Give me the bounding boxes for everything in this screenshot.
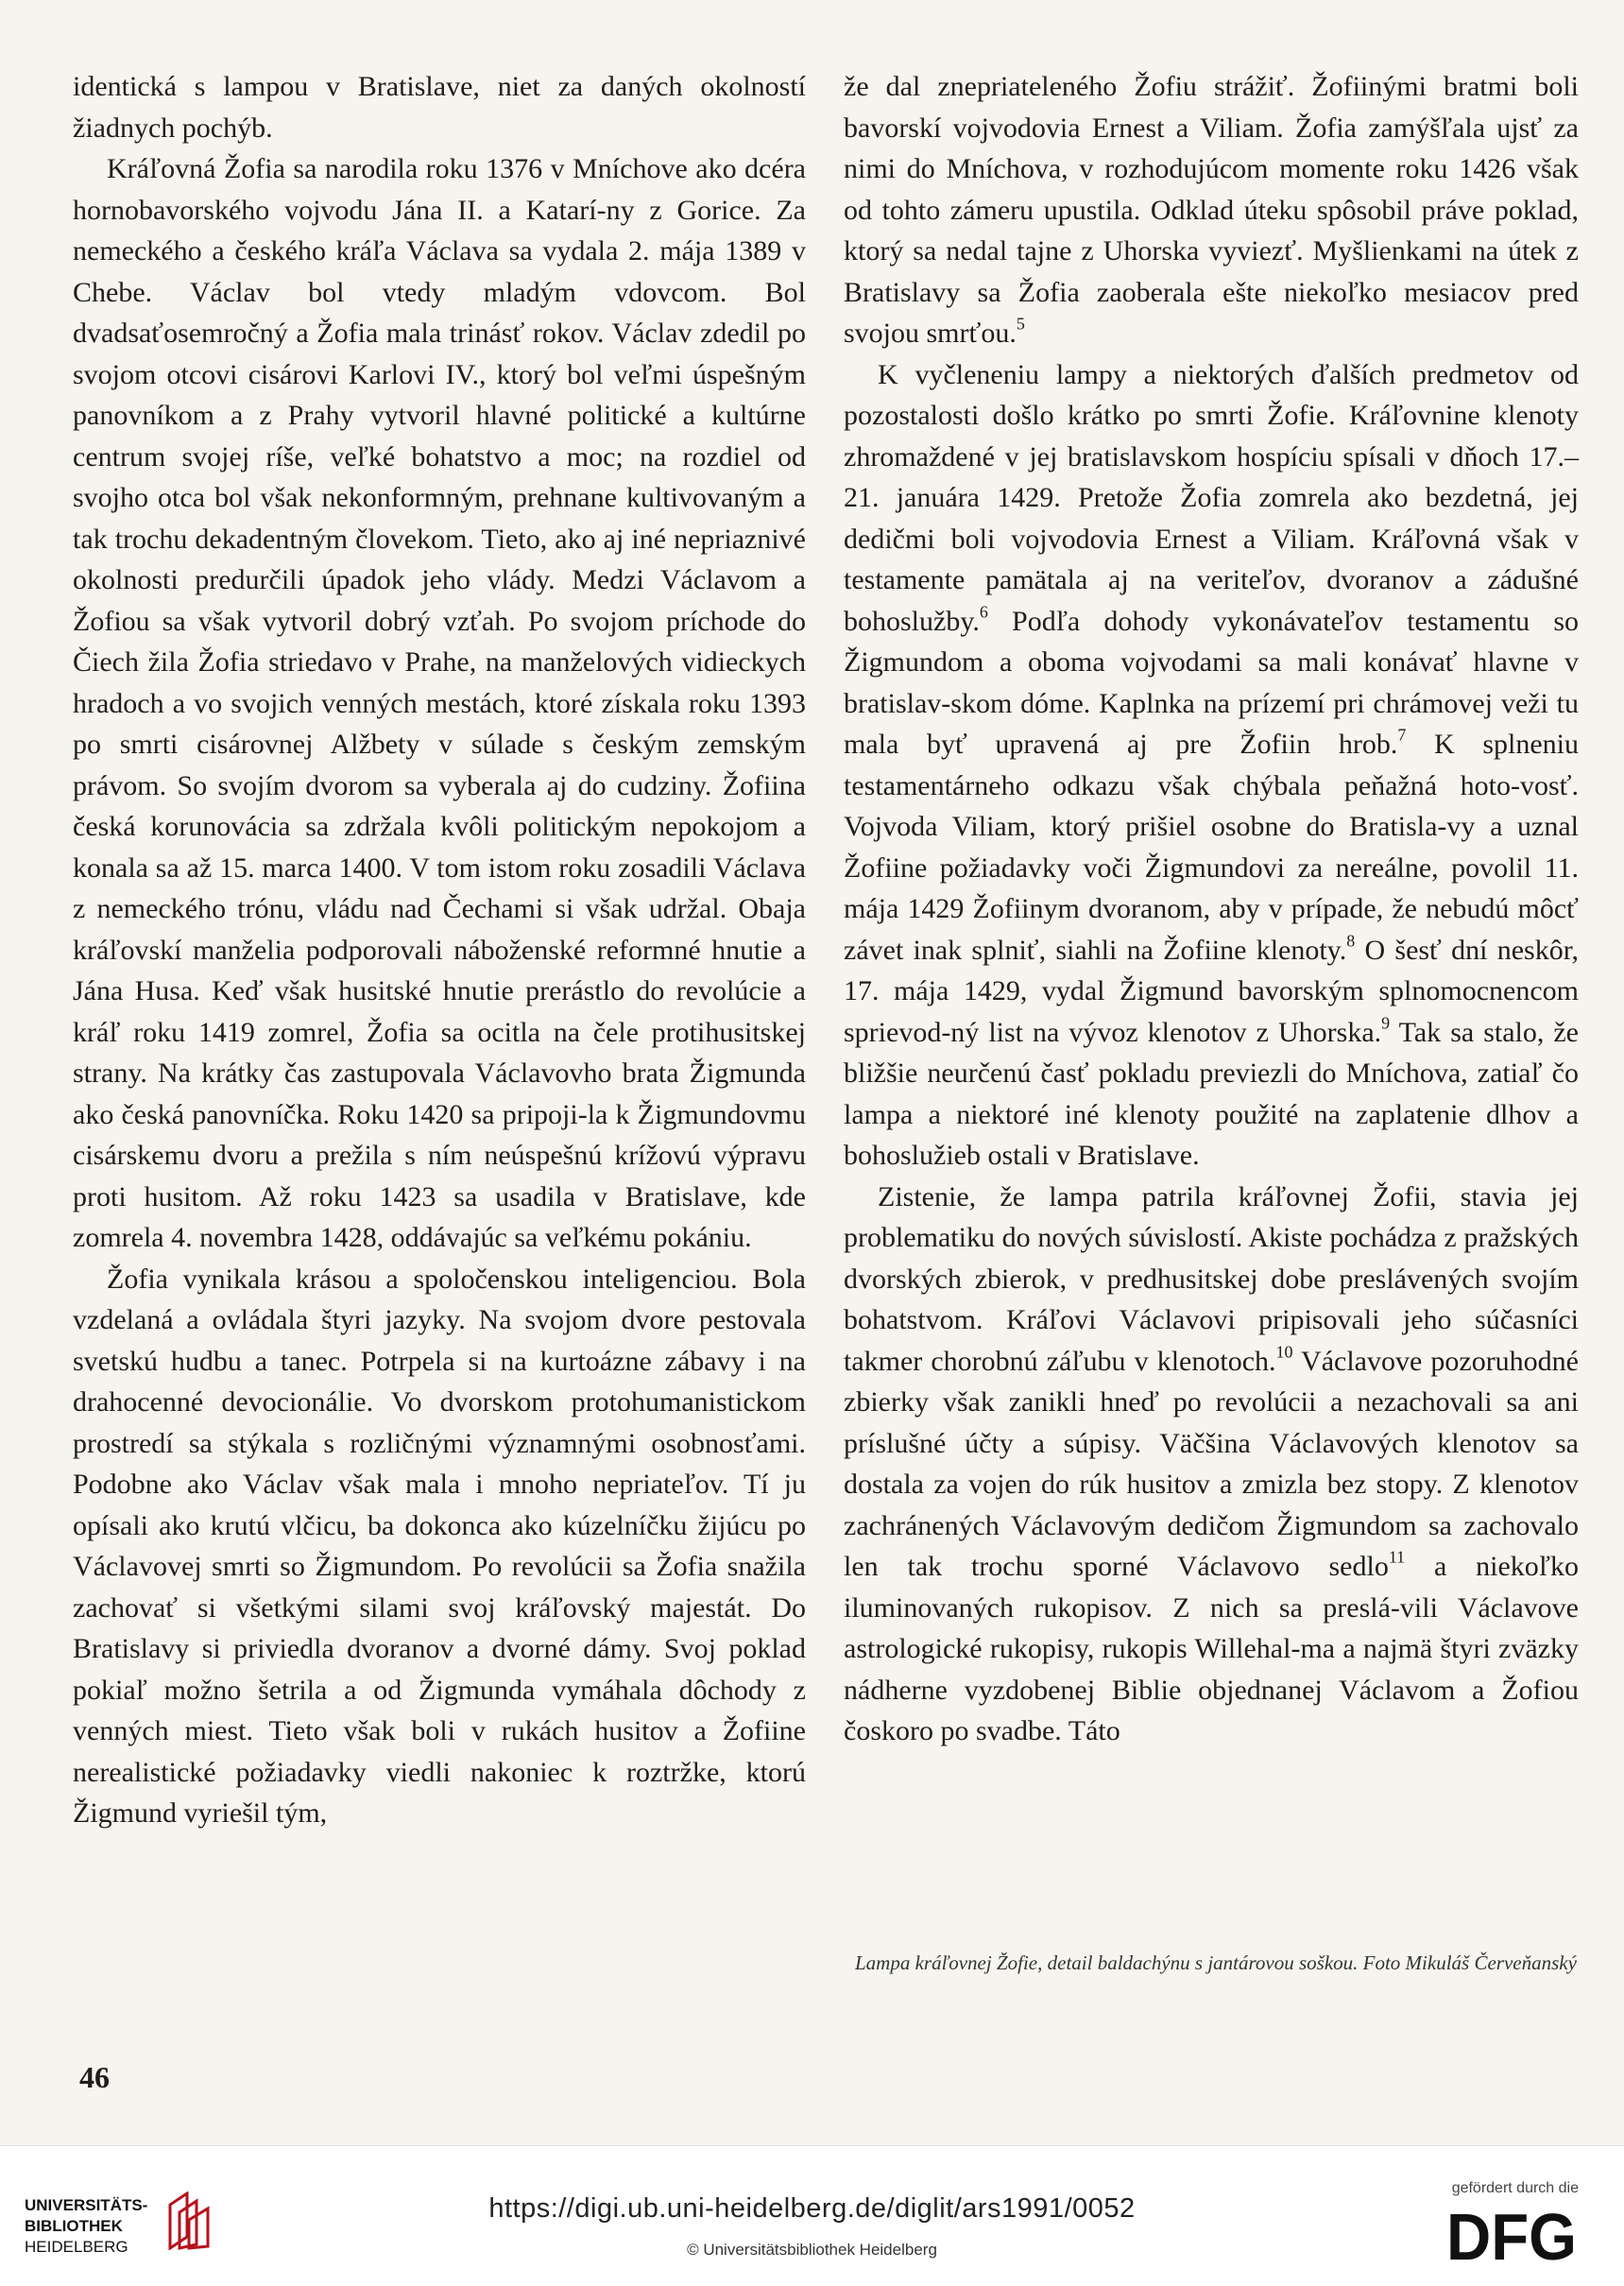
text-segment: O šesť dní neskôr, 17. mája 1429, vydal Žigmund bavorským splnomocnencom sprievod-ný list na vývoz klenotov z Uhorska. bbox=[844, 934, 1579, 1048]
footnote-ref: 6 bbox=[979, 602, 988, 621]
text-segment: Tak sa stalo, že bližšie neurčenú časť pokladu previezli do Mníchova, zatiaľ čo lampa a niektoré iné klenoty použité na zaplatenie dlhov a bohoslužieb ostali v Bratislave. bbox=[844, 1016, 1579, 1171]
paragraph bbox=[844, 1177, 1579, 1752]
text-segment: K splneniu testamentárneho odkazu však chýbala peňažná hoto-vosť. Vojvoda Viliam, ktorý prišiel osobne do Bratisla-vy a uznal Žofiine požiadavky voči Žigmundovi za nereálne, povolil 11. mája 1429 Žofiinym dvoranom, aby v prípade, že nebudú môcť závet inak splniť, siahli na Žofiine klenoty. bbox=[844, 729, 1579, 966]
text-segment: Zistenie, že lampa patrila kráľovnej Žofii, stavia jej problematiku do nových súvislostí. Akiste pochádza z pražských dvorských zbierok, v predhusitskej dobe preslávených svojím bohatstvom. Kráľovi Václavovi pripisovali jeho súčasníci takmer chorobnú záľubu v klenotoch. bbox=[844, 1180, 1579, 1377]
footnote-ref: 10 bbox=[1275, 1342, 1293, 1361]
paragraph: Kráľovná Žofia sa narodila roku 1376 v Mníchove ako dcéra hornobavorského vojvodu Jána II. a Katarí-ny z Gorice. Za nemeckého a českého kráľa Václava sa vydala 2. mája 1389 v Chebe. Václav bol vtedy mladým vdovcom. Bol dvadsaťosemročný a Žofia mala trinásť rokov. Václav zdedil po svojom otcovi cisárovi Karlovi IV., ktorý bol veľmi úspešným panovníkom a z Prahy vytvoril hlavné politické a kultúrne centrum svojej ríše, veľké bohatstvo a moc; na rozdiel od svojho otca bol však nekonformným, prehnane kultivovaným a tak trochu dekadentným človekom. Tieto, ako aj iné nepriaznivé okolnosti predurčili úpadok jeho vlády. Medzi Václavom a Žofiou sa však vytvoril dobrý vzťah. Po svojom príchode do Čiech žila Žofia striedavo v Prahe, na manželových vidieckych hradoch a vo svojich venných mestách, ktoré získala roku 1393 po smrti cisárovnej Alžbety v súlade s českým zemským právom. So svojím dvorom sa vyberala aj do cudziny. Žofiina česká korunovácia sa zdržala kvôli politickým nepokojom a konala sa až 15. marca 1400. V tom istom roku zosadili Václava z nemeckého trónu, vládu nad Čechami si však udržal. Obaja kráľovskí manželia podporovali náboženské reformné hnutie a Jána Husa. Keď však husitské hnutie prerástlo do revolúcie a kráľ roku 1419 zomrel, Žofia sa ocitla na čele protihusitskej strany. Na krátky čas zastupovala Václavovho brata Žigmunda ako česká panovníčka. Roku 1420 sa pripoji-la k Žigmundovmu cisárskemu dvoru a prežila s ním neúspešnú krížovú výpravu proti husitom. Až roku 1423 sa usadila v Bratislave, kde zomrela 4. novembra 1428, oddávajúc sa veľkému pokániu. bbox=[73, 153, 806, 1253]
paragraph bbox=[844, 66, 1579, 354]
footnote-ref: 9 bbox=[1381, 1013, 1391, 1032]
paragraph bbox=[844, 354, 1579, 1177]
figure-caption: Lampa kráľovnej Žofie, detail baldachýnu s jantárovou soškou. Foto Mikuláš Červeňanský bbox=[855, 1951, 1577, 1974]
paragraph: identická s lampou v Bratislave, niet za daných okolností žiadnych pochýb. bbox=[73, 71, 806, 144]
footnote-ref: 8 bbox=[1346, 931, 1356, 950]
library-name-line: HEIDELBERG bbox=[25, 2238, 128, 2256]
footnote-ref: 5 bbox=[1016, 314, 1025, 334]
funding-text: gefördert durch die bbox=[1451, 2180, 1579, 2196]
page-number: 46 bbox=[79, 2060, 110, 2094]
footnote-ref: 11 bbox=[1388, 1547, 1406, 1567]
paragraph: Žofia vynikala krásou a spoločenskou inteligenciou. Bola vzdelaná a ovládala štyri jazyky. Na svojom dvore pestovala svetskú hudbu a tanec. Potrpela si na kurtoázne zábavy i na drahocenné devocionálie. Vo dvorskom protohumanistickom prostredí sa stýkala s rozličnými významnými osobnosťami. Podobne ako Václav však mala i mnoho nepriateľov. Tí ju opísali ako krutú vlčicu, ba dokonca ako kúzelníčku žijúcu po Václavovej smrti so Žigmundom. Po revolúcii sa Žofia snažila zachovať si všetkými silami svoj kráľovský majestát. Do Bratislavy si priviedla dvoranov a dvorné dámy. Svoj poklad pokiaľ možno šetrila a od Žigmunda vymáhala dôchody z venných miest. Tieto však boli v rukách husitov a Žofiine nerealistické požiadavky viedli nakoniec k roztržke, ktorú Žigmund vyriešil tým, bbox=[73, 1263, 806, 1829]
dfg-funding-logo[interactable] bbox=[1427, 2180, 1579, 2275]
permalink-url[interactable]: https://digi.ub.uni-heidelberg.de/diglit/ars1991/0052 bbox=[488, 2193, 1136, 2224]
dfg-logo-icon bbox=[1446, 2205, 1579, 2267]
footer-bar bbox=[0, 2145, 1624, 2286]
footnote-ref: 7 bbox=[1397, 725, 1407, 745]
dfg-wordmark: DFG bbox=[1446, 2205, 1577, 2267]
text-segment: K vyčleneniu lampy a niektorých ďalších predmetov od pozostalosti došlo krátko po smrti Žofie. Kráľovnine klenoty zhromaždené v jej bratislavskom hospíciu spísali v dňoch 17.–21. januára 1429. Pretože Žofia zomrela ako bezdetná, jej dedičmi boli vojvodovia Ernest a Viliam. Kráľovná však v testamente pamätala aj na veriteľov, dvoranov a zádušné bohoslužby. bbox=[844, 358, 1579, 637]
text-segment: a niekoľko iluminovaných rukopisov. Z nich sa preslá-vili Václavove astrologické rukopisy, rukopis Willehal-ma a najmä štyri zväzky nádherne vyzdobenej Biblie objednanej Václavom a Žofiou čoskoro po svadbe. Táto bbox=[844, 1551, 1579, 1746]
text-segment: Václavove pozoruhodné zbierky však zanikli hneď po revolúcii a nezachovali sa ani príslušné účty a súpisy. Väčšina Václavových klenotov sa dostala za vojen do rúk husitov a zmizla bez stopy. Z klenotov zachránených Václavovým dedičom Žigmundom sa zachovalo len tak trochu sporné Václavovo sedlo bbox=[844, 1345, 1580, 1582]
copyright-notice: © Universitätsbibliothek Heidelberg bbox=[687, 2241, 937, 2259]
library-name-line: BIBLIOTHEK bbox=[25, 2217, 123, 2235]
text-segment: Podľa dohody vykonávateľov testamentu so Žigmundom a oboma vojvodami sa mali konávať hlavne v bratislav-skom dóme. Kaplnka na prízemí pri chrámovej veži tu mala byť upravená aj pre Žofiin hrob. bbox=[844, 605, 1579, 760]
left-column bbox=[73, 66, 806, 1834]
library-name-line: UNIVERSITÄTS- bbox=[25, 2196, 148, 2214]
text-segment: že dal znepriateleného Žofiu strážiť. Žofiinými bratmi boli bavorskí vojvodovia Ernest a Viliam. Žofia zamýšľala ujsť za nimi do Mníchova, v rozhodujúcom momente roku 1426 však od tohto zámeru upustila. Odklad úteku spôsobil práve poklad, ktorý sa nedal tajne z Uhorska vyviezť. Myšlienkami na útek z Bratislavy sa Žofia zaoberala ešte niekoľko mesiacov pred svojou smrťou. bbox=[844, 71, 1579, 349]
right-column bbox=[844, 66, 1579, 1752]
